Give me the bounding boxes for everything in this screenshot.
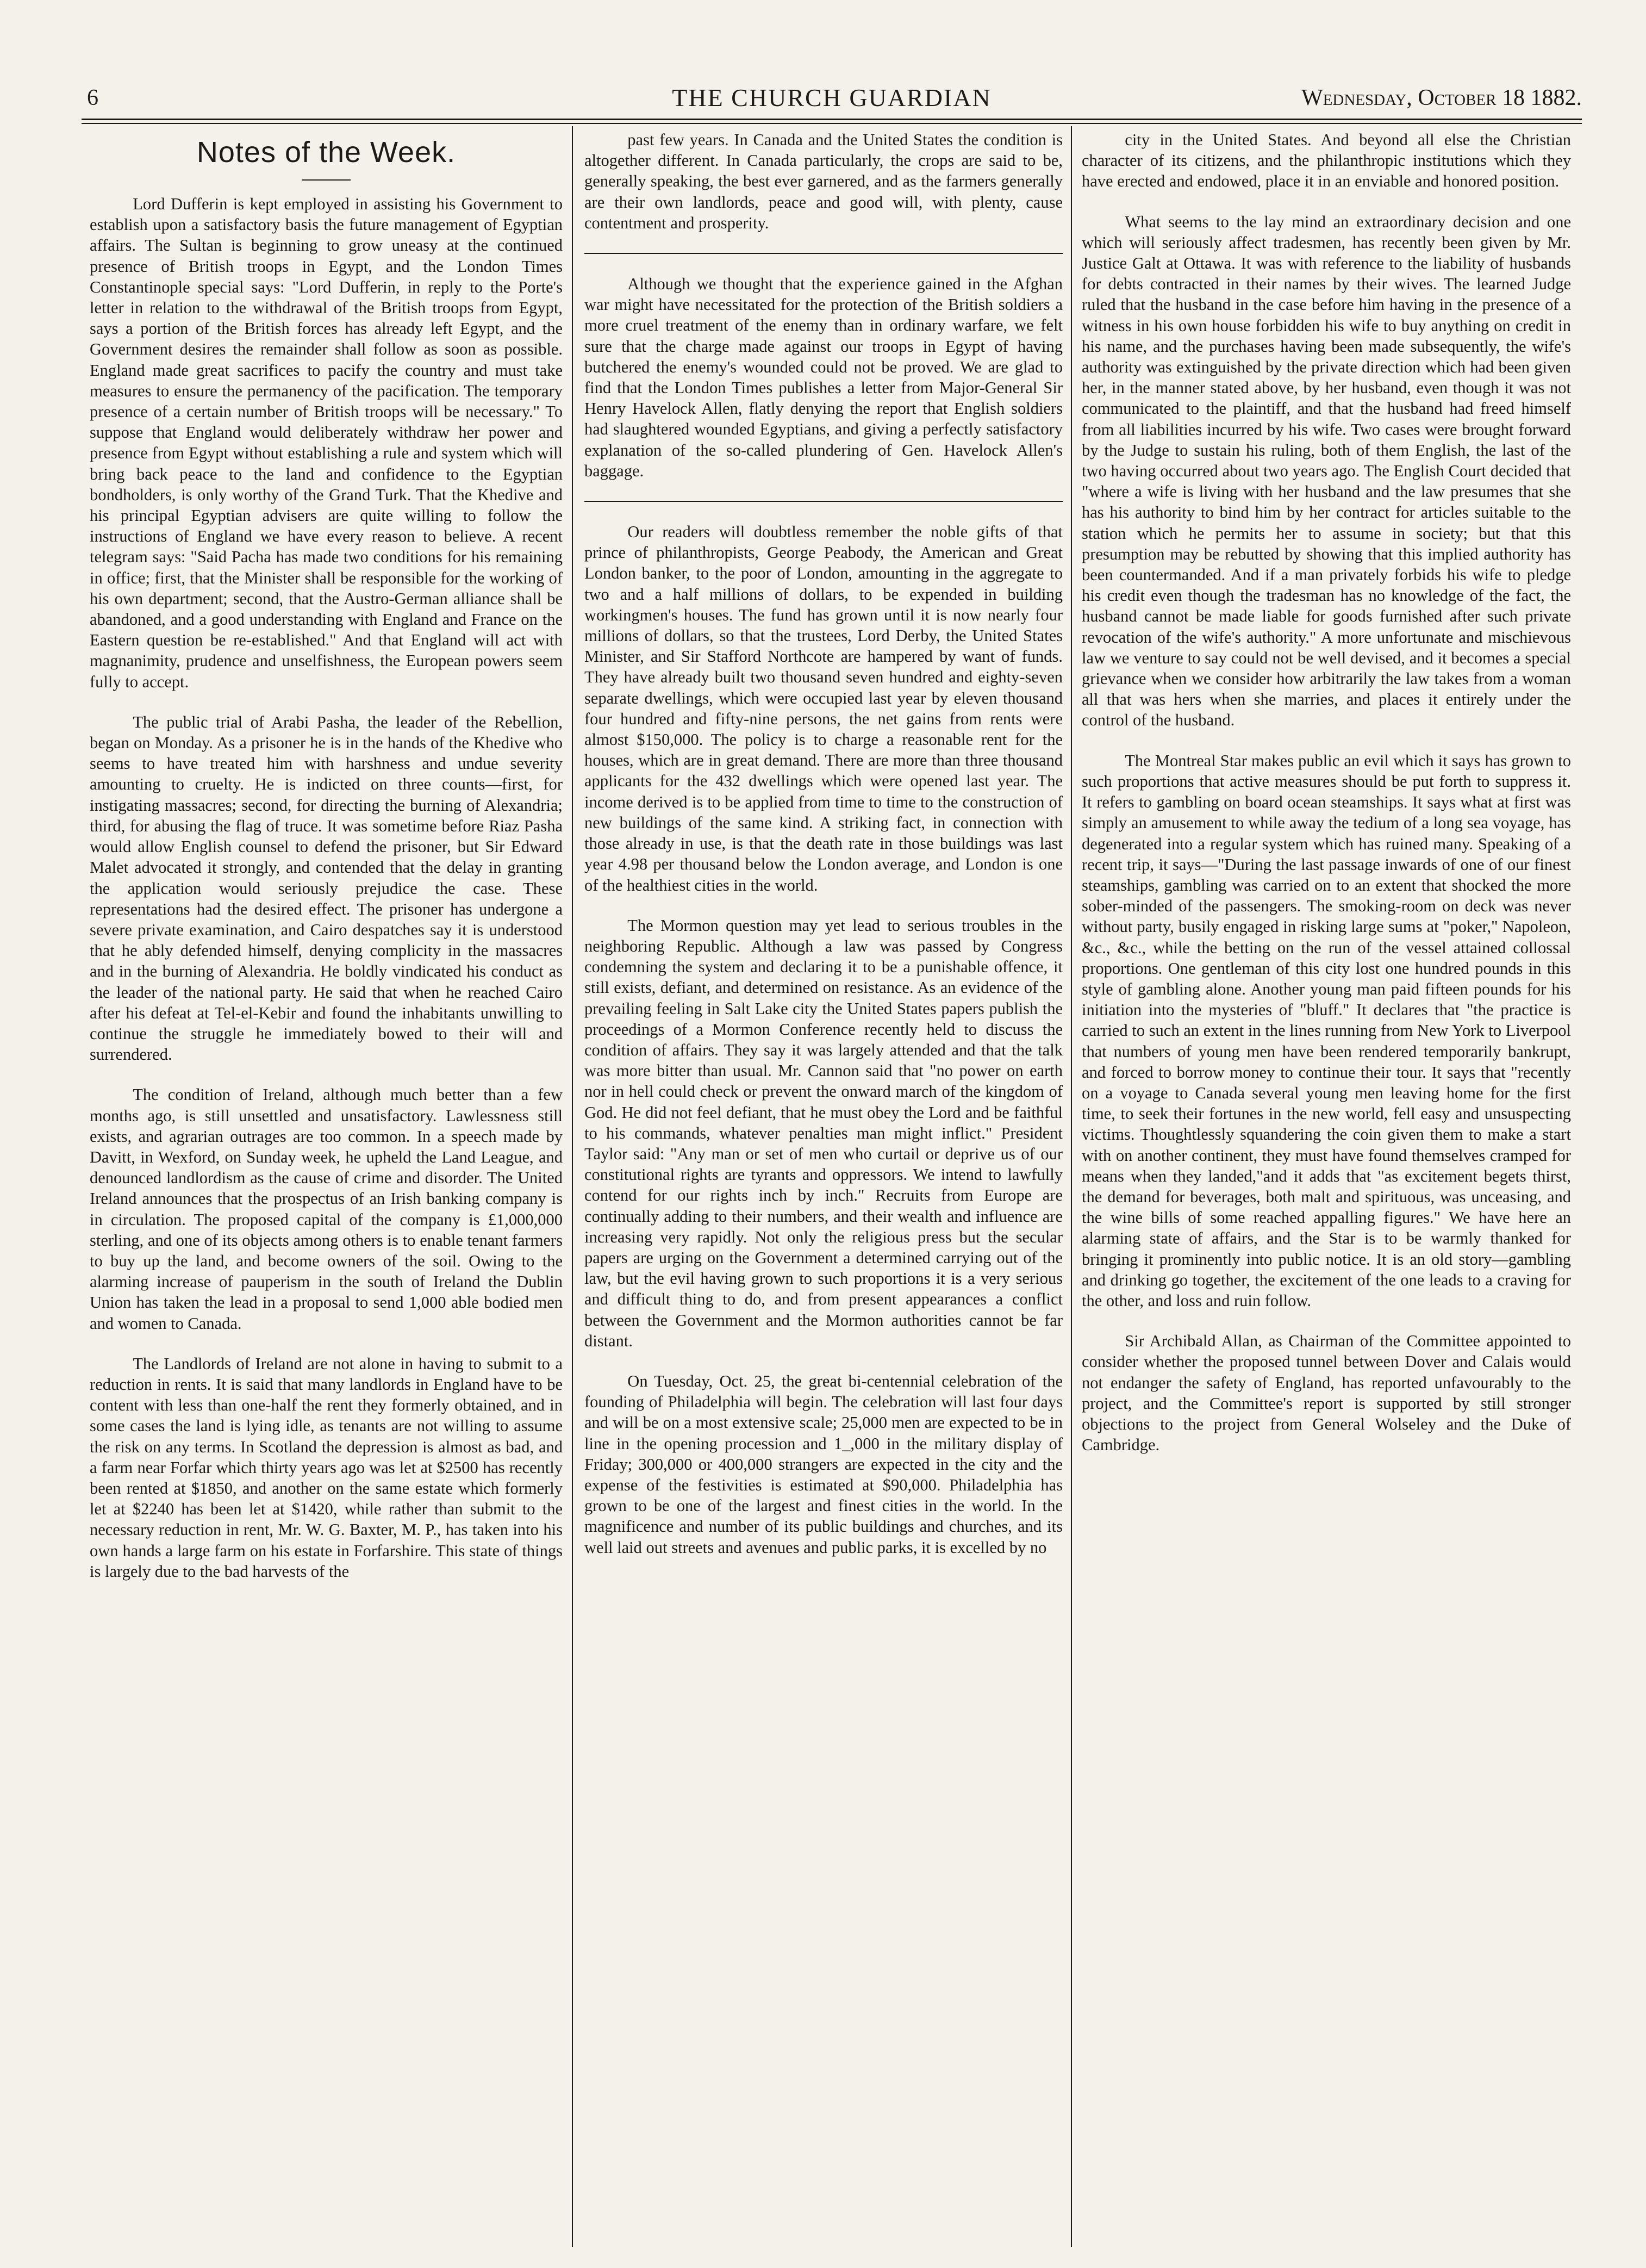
masthead-rule xyxy=(82,119,1582,120)
column-1 xyxy=(90,129,563,2239)
article-paragraph: The Mormon question may yet lead to serious troubles in the neighboring Republic. Although a law was passed by Congress condemning the system and declaring it to be a punishable offence, it still exists, defiant, and determined on resistance. As an evidence of the prevailing feeling in Salt Lake city the United States papers publish the proceedings of a Mormon Conference recently held to discuss the condition of affairs. They say it was largely attended and that the talk was more bitter than usual. Mr. Cannon said that "no power on earth nor in hell could check or prevent the onward march of the kingdom of God. He did not feel defiant, that he must obey the Lord and be faithful to his commands, whatever penalties man might inflict." President Taylor said: "Any man or set of men who curtail or deprive us of our constitutional rights are tyrants and oppressors. We intend to lawfully contend for our rights inch by inch." Recruits from Europe are continually adding to their numbers, and their wealth and influence are increasing very rapidly. Not only the religious press but the secular papers are urging on the Government a determined carrying out of the law, but the evil having grown to such proportions it is a very serious and difficult thing to do, and from present appearances a conflict between the Government and the Mormon authorities cannot be far distant. xyxy=(584,916,1063,1350)
article-paragraph: Although we thought that the experience gained in the Afghan war might have necessitated for the protection of the British soldiers a more cruel treatment of the enemy than in ordinary warfare, we felt sure that the charge made against our troops in Egypt of having butchered the enemy's wounded could not be proved. We are glad to find that the London Times publishes a letter from Major-General Sir Henry Havelock Allen, flatly denying the report that English soldiers had slaughtered wounded Egyptians, and giving a perfectly satisfactory explanation of the so-called plundering of Gen. Havelock Allen's baggage. xyxy=(584,275,1063,480)
heading-rule xyxy=(302,179,351,181)
article-separator xyxy=(584,501,1063,502)
article-paragraph: city in the United States. And beyond all else the Christian character of its citizens, and the philanthropic institutions which they have erected and endowed, place it in an enviable and honored position. xyxy=(1082,131,1571,191)
article-paragraph: Sir Archibald Allan, as Chairman of the Committee appointed to consider whether the proposed tunnel between Dover and Calais would not endanger the safety of England, has reported unfavourably to the project, and the Committee's report is supported by still stronger objections to the project from General Wolseley and the Duke of Cambridge. xyxy=(1082,1332,1571,1455)
masthead-rule-double xyxy=(82,123,1582,124)
masthead xyxy=(82,82,1582,114)
article-separator xyxy=(584,253,1063,254)
article-paragraph: On Tuesday, Oct. 25, the great bi-centennial celebration of the founding of Philadelphia will begin. The celebration will last four days and will be on a most extensive scale; 25,000 men are expected to be in line in the opening procession and 1_,000 in the military display of Friday; 300,000 or 400,000 strangers are expected in the city and the expense of the festivities is estimated at $90,000. Philadelphia has grown to be one of the largest and finest cities in the world. In the magnificence and number of its public buildings and churches, and its well laid out streets and avenues and public parks, it is excelled by no xyxy=(584,1371,1063,1557)
article-paragraph: The Landlords of Ireland are not alone in having to submit to a reduction in rents. It is said that many landlords in England have to be content with less than one-half the rent they formerly obtained, and in some cases the land is lying idle, as tenants are not willing to assume the risk on any terms. In Scotland the depression is almost as bad, and a farm near Forfar which thirty years ago was let at $2500 has recently been rented at $1850, and another on the same estate which formerly let at $2240 has been let at $1420, while rather than submit to the necessary reduction in rent, Mr. W. G. Baxter, M. P., has taken into his own hands a large farm on his estate in Forfarshire. This state of things is largely due to the bad harvests of the xyxy=(90,1354,563,1581)
article-paragraph: Our readers will doubtless remember the noble gifts of that prince of philanthropists, George Peabody, the American and Great London banker, to the poor of London, amounting in the aggregate to two and a half millions of dollars, to be expended in building workingmen's houses. The fund has grown until it is now nearly four millions of dollars, so that the trustees, Lord Derby, the United States Minister, and Sir Stafford Northcote are hampered by want of funds. They have already built two thousand seven hundred and eighty-seven separate dwellings, which were occupied last year by eleven thousand four hundred and fifty-nine persons, the net gains from rents were almost $150,000. The policy is to charge a reasonable rent for the houses, which are in great demand. There are more than three thousand applicants for the 432 dwellings which were opened last year. The income derived is to be applied from time to time to the construction of new buildings of the same kind. A striking fact, in connection with those already in use, is that the death rate in those buildings was last year 4.98 per thousand below the London average, and London is one of the healthiest cities in the world. xyxy=(584,523,1063,894)
article-paragraph: What seems to the lay mind an extraordinary decision and one which will seriously affect tradesmen, has recently been given by Mr. Justice Galt at Ottawa. It was with reference to the liability of husbands for debts contracted in their names by their wives. The learned Judge ruled that the husband in the case before him having in the presence of a witness in his own house forbidden his wife to buy anything on credit in his name, and the purchases having been made subsequently, the wife's authority was extinguished by the private direction which had been given her, in the manner stated above, by her husband, even though it was not communicated to the plaintiff, and that the husband had freed himself from all liabilities incurred by his wife. Two cases were brought forward by the Judge to sustain his ruling, both of them English, the last of the two having occurred about two years ago. The English Court decided that "where a wife is living with her husband and the law presumes that she has his authority to bind him by her contract for articles suitable to the station which he permits her to assume in society; but that this presumption may be rebutted by showing that this implied authority has been countermanded. And if a man privately forbids his wife to pledge his credit even though the tradesman has no knowledge of the fact, the husband cannot be made liable for goods furnished after such private revocation of the wife's authority." A more unfortunate and mischievous law we venture to say could not be well devised, and it becomes a special grievance when we consider how arbitrarily the law takes from a woman all that was hers when she marries, and places it entirely under the control of the husband. xyxy=(1082,212,1571,730)
column-3 xyxy=(1082,129,1571,2239)
newspaper-title: THE CHURCH GUARDIAN xyxy=(672,84,992,111)
column-divider xyxy=(572,126,573,2247)
article-paragraph: Lord Dufferin is kept employed in assisting his Government to establish upon a satisfactory basis the future management of Egyptian affairs. The Sultan is beginning to grow uneasy at the continued presence of British troops in Egypt, and the London Times Constantinople special says: "Lord Dufferin, in reply to the Porte's letter in relation to the withdrawal of the British troops from Egypt, says a portion of the British forces has already left Egypt, and the Government desires the remainder shall follow as soon as possible. England made great sacrifices to pacify the country and must take measures to ensure the permanency of the pacification. The temporary presence of a certain number of British troops will be necessary." To suppose that England would deliberately withdraw her power and presence from Egypt without establishing a rule and system which will bring back peace to the land and confidence to the Egyptian bondholders, is only worthy of the Grand Turk. That the Khedive and his principal Egyptian advisers are quite willing to follow the instructions of England we have every reason to believe. A recent telegram says: "Said Pacha has made two conditions for his remaining in office; first, that the Minister shall be responsible for the working of his own department; second, that the Austro-German alliance shall be abandoned, and a good understanding with England and France on the Eastern question be re-established." And that England will act with magnanimity, prudence and unselfishness, the European powers seem fully to accept. xyxy=(90,195,563,691)
article-paragraph: past few years. In Canada and the United States the condition is altogether different. In Canada particularly, the crops are said to be, generally speaking, the best ever garnered, and as the farmers generally are their own landlords, peace and good will, with plenty, cause contentment and prosperity. xyxy=(584,131,1063,232)
column-divider xyxy=(1071,126,1072,2247)
article-paragraph: The Montreal Star makes public an evil which it says has grown to such proportions that active measures should be put forth to suppress it. It refers to gambling on board ocean steamships. It says what at first was simply an amusement to while away the tedium of a long sea voyage, has degenerated into a regular system which has ruined many. Speaking of a recent trip, it says—"During the last passage inwards of one of our finest steamships, gambling was carried on to an extent that shocked the more sober-minded of the passengers. The smoking-room on deck was never without party, busily engaged in risking large sums at "poker," Napoleon, &c., &c., while the betting on the run of the vessel attained collossal proportions. One gentleman of this city lost one hundred pounds in this style of gambling alone. Another young man paid fifteen pounds for his initiation into the mysteries of "bluff." It declares that "the practice is carried to such an extent in the lines running from New York to Liverpool that numbers of young men have been rendered temporarily bankrupt, and forced to borrow money to continue their tour. It says that "recently on a voyage to Canada several young men leaving home for the first time, to seek their fortunes in the new world, fell easy and unsuspecting victims. Thoughtlessly squandering the coin given them to make a start with on another continent, they must have found themselves cramped for means when they landed,"and it adds that "as excitement begets thirst, the demand for beverages, both malt and spirituous, was unceasing, and the wine bills of some reached appalling figures." We have here an alarming state of affairs, and the Star is to be warmly thanked for bringing it prominently into public notice. It is an old story—gambling and drinking go together, the excitement of the one leads to a craving for the other, and loss and ruin follow. xyxy=(1082,751,1571,1310)
section-heading: Notes of the Week. xyxy=(196,136,456,169)
issue-date: Wednesday, October 18 1882. xyxy=(1301,85,1582,110)
column-2 xyxy=(584,129,1063,2239)
article-paragraph: The public trial of Arabi Pasha, the leader of the Rebellion, began on Monday. As a prisoner he is in the hands of the Khedive who seems to have treated him with harshness and undue severity amounting to cruelty. He is indicted on three counts—first, for instigating massacres; second, for directing the burning of Alexandria; third, for abusing the flag of truce. It was sometime before Riaz Pasha would allow English counsel to defend the prisoner, but Sir Edward Malet advocated it strongly, and contended that the delay in granting the application would seriously prejudice the case. These representations had the desired effect. The prisoner has undergone a severe private examination, and Cairo despatches say it is understood that he ably defended himself, denying complicity in the massacres and in the burning of Alexandria. He boldly vindicated his conduct as the leader of the national party. He said that when he reached Cairo after his defeat at Tel-el-Kebir and found the inhabitants unwilling to continue the struggle he immediately bowed to their will and surrendered. xyxy=(90,712,563,1064)
article-paragraph: The condition of Ireland, although much better than a few months ago, is still unsettled and unsatisfactory. Lawlessness still exists, and agrarian outrages are too common. In a speech made by Davitt, in Wexford, on Sunday week, he upheld the Land League, and denounced landlordism as the cause of crime and disorder. The United Ireland announces that the prospectus of an Irish banking company is in circulation. The proposed capital of the company is £1,000,000 sterling, and one of its objects among others is to enable tenant farmers to buy up the land, and become owners of the soil. Owing to the alarming increase of pauperism in the south of Ireland the Dublin Union has taken the lead in a proposal to send 1,000 able bodied men and women to Canada. xyxy=(90,1085,563,1333)
page-number: 6 xyxy=(87,85,98,110)
